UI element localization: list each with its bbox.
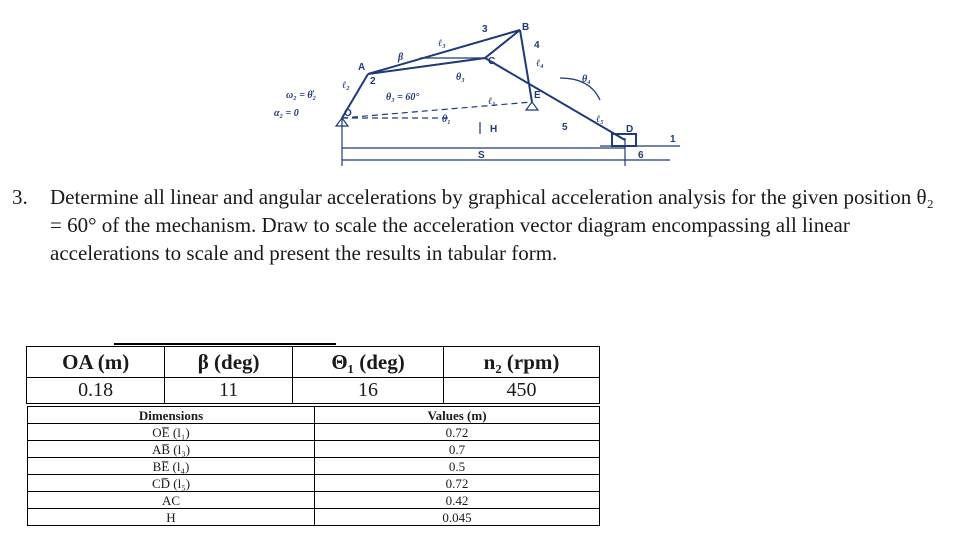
dimension-value: 0.42 [315,492,600,509]
link-be [520,30,532,102]
dimension-value: 0.7 [315,441,600,458]
table-top-rule [114,343,336,345]
theta1-label: θ₁ [442,114,451,125]
l5-label: ℓ₅ [596,114,604,125]
header-dimensions: Dimensions [28,407,315,424]
s-label: S [478,150,485,161]
dimension-value: 0.72 [315,424,600,441]
beta-label: β [398,52,404,63]
table-row [28,441,600,458]
l1-label: ℓ₁ [488,96,496,107]
l4-label: ℓ₄ [536,58,544,69]
table-row [28,509,600,526]
parameters-table [26,346,600,404]
table-header-row [28,407,600,424]
dimension-name: H [28,509,315,526]
value-beta: 11 [165,378,293,404]
point-o-label: O [344,108,352,119]
h-label: H [490,124,498,135]
link5-number: 5 [562,122,568,133]
table-row [27,378,600,404]
dimension-name: BE̅ (l₄) [28,458,315,475]
header-oa: OA (m) [27,347,165,378]
link-abc [368,30,520,74]
point-c-label: C [488,56,496,67]
link1-number: 1 [670,134,676,145]
table-row [28,458,600,475]
table-row [28,424,600,441]
point-a-label: A [358,62,366,73]
link4-number: 4 [534,40,540,51]
link3-number: 3 [482,24,488,35]
dimension-value: 0.045 [315,509,600,526]
table-row [28,492,600,509]
header-beta: β (deg) [165,347,293,378]
dimension-name: AC [28,492,315,509]
problem-text: Determine all linear and angular accelerations by graphical acceleration analysis for the given position θ₂ = 60° of the mechanism. Draw to scale the acceleration vector diagram encompassing all linear accelerations to scale and present the results in tabular form. [50,185,934,265]
theta3b-label: θ₃ [456,72,465,83]
dimension-name: CD̅ (l₅) [28,475,315,492]
point-e-label: E [534,90,541,101]
angle-arc-theta4 [560,78,600,100]
dimensions-table [27,406,600,526]
header-theta1: Θ₁ (deg) [292,347,443,378]
dimension-value: 0.72 [315,475,600,492]
baseline-oe [342,102,532,118]
dimension-value: 0.5 [315,458,600,475]
problem-number: 3. [12,185,28,209]
link2-number: 2 [370,76,376,87]
pivot-e [526,102,538,110]
link-cd [485,58,625,140]
mechanism-diagram [270,18,710,168]
omega-label: ω₂ = θ̇₂ [286,90,317,101]
value-oa: 0.18 [27,378,165,404]
table-row [28,475,600,492]
header-values: Values (m) [315,407,600,424]
point-d-label: D [626,124,634,135]
table-header-row [27,347,600,378]
header-n2: n₂ (rpm) [444,347,600,378]
alpha-label: α₂ = 0 [274,108,299,119]
theta4-label: θ₄ [582,74,591,85]
link6-number: 6 [638,150,644,161]
point-b-label: B [522,22,530,33]
value-n2: 450 [444,378,600,404]
dimension-name: OE̅ (l₁) [28,424,315,441]
value-theta1: 16 [292,378,443,404]
dimension-name: AB̅ (l₃) [28,441,315,458]
l3-label: ℓ₃ [438,38,446,49]
l2-label: ℓ₂ [342,80,350,91]
theta3-label: θ₃ = 60° [386,92,420,103]
